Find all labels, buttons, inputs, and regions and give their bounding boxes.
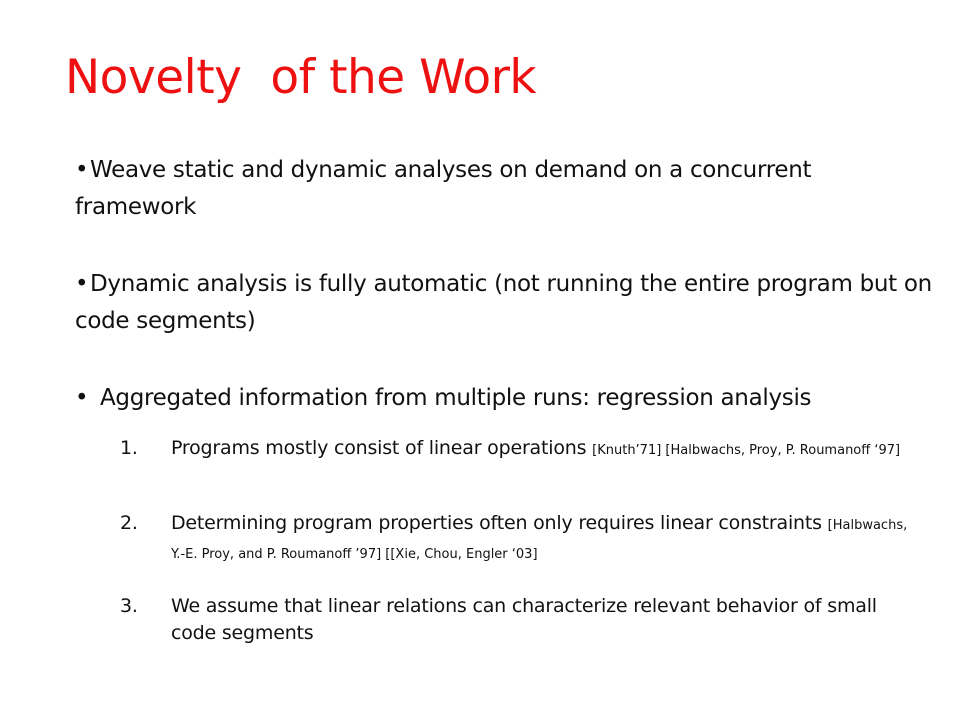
bullet-item xyxy=(75,152,935,226)
bullet-text: Aggregated information from multiple runs: regression analysis xyxy=(100,385,812,411)
bullet-marker: • xyxy=(75,157,89,183)
item-text: We assume that linear relations can characterize relevant behavior of small code segments xyxy=(171,595,877,644)
bullet-marker: • xyxy=(75,385,89,411)
item-text: Programs mostly consist of linear operations xyxy=(171,437,593,459)
item-citation: [Knuth’71] [Halbwachs, Proy, P. Roumanoff ‘97] xyxy=(592,443,901,458)
slide-title: Novelty of the Work xyxy=(65,50,537,105)
item-citation: [Halbwachs, Y.-E. Proy, and P. Roumanoff ’97] [[Xie, Chou, Engler ‘03] xyxy=(171,518,908,562)
item-number: 2. xyxy=(120,512,138,534)
numbered-item xyxy=(120,593,920,647)
item-number: 1. xyxy=(120,437,138,459)
item-number: 3. xyxy=(120,595,138,617)
bullet-text: Dynamic analysis is fully automatic (not running the entire program but on code segments) xyxy=(75,271,932,334)
bullet-text: Weave static and dynamic analyses on demand on a concurrent framework xyxy=(75,157,812,220)
bullet-marker: • xyxy=(75,271,89,297)
bullet-item xyxy=(75,380,935,417)
numbered-item xyxy=(120,510,920,568)
bullet-item xyxy=(75,266,935,340)
numbered-item xyxy=(120,435,920,464)
item-text: Determining program properties often only requires linear constraints xyxy=(171,512,828,534)
